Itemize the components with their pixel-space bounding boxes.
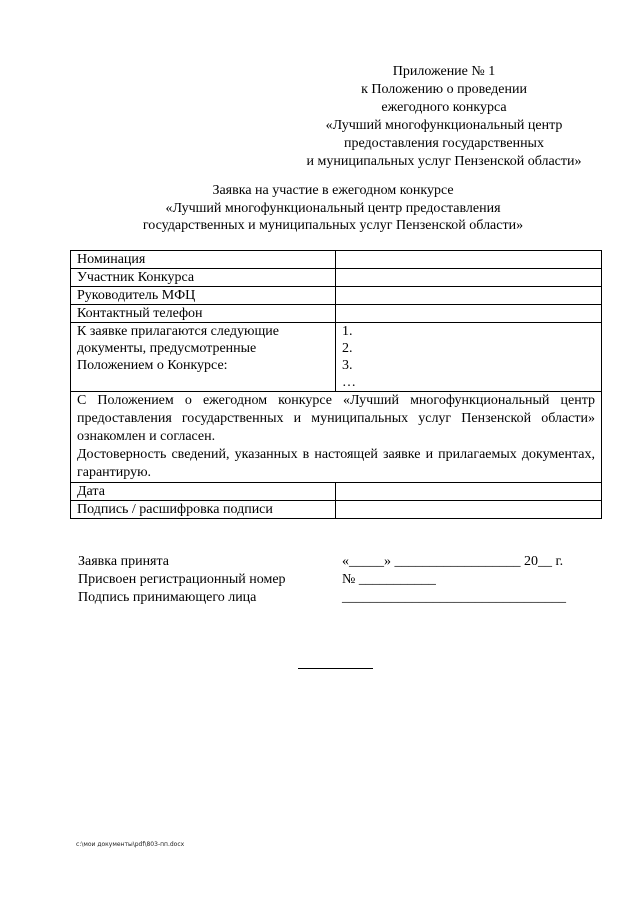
phone-label: Контактный телефон: [71, 305, 336, 323]
statement-agreement: С Положением о ежегодном конкурсе «Лучший многофункциональный центр предоставления государственных и муниципальных услуг Пензенской области» ознакомлен и согласен.: [77, 393, 595, 444]
appendix-line: ежегодного конкурса: [381, 100, 507, 115]
date-label: Дата: [71, 483, 336, 501]
file-path-footer: c:\мои документы\pdf\803-пп.docx: [76, 841, 185, 848]
appendix-line: предоставления государственных: [344, 136, 544, 151]
documents-list[interactable]: [336, 323, 602, 392]
documents-item: …: [342, 375, 356, 390]
documents-item: 2.: [342, 341, 353, 356]
date-field[interactable]: [336, 483, 602, 501]
statement-cell: [71, 392, 602, 483]
title-line: государственных и муниципальных услуг Пензенской области»: [142, 218, 524, 233]
statement-guarantee: Достоверность сведений, указанных в настоящей заявке и прилагаемых документах, гарантирую.: [77, 447, 595, 480]
title-line: «Лучший многофункциональный центр предоставления: [165, 200, 501, 216]
application-form-table: [70, 250, 602, 519]
table-row: [71, 323, 602, 392]
signer-field[interactable]: ________________________________: [342, 590, 566, 605]
phone-field[interactable]: [336, 305, 602, 323]
acceptance-row: [78, 589, 598, 607]
table-row: [71, 305, 602, 323]
appendix-header: [286, 63, 602, 171]
document-title: [118, 182, 548, 235]
signature-label: Подпись / расшифровка подписи: [71, 501, 336, 519]
table-row: [71, 501, 602, 519]
closing-divider: [298, 668, 373, 669]
acceptance-row: [78, 571, 598, 589]
documents-label: К заявке прилагаются следующие документы, предусмотренные Положением о Конкурсе:: [71, 323, 336, 392]
appendix-line: «Лучший многофункциональный центр: [325, 118, 563, 133]
documents-item: 1.: [342, 324, 353, 339]
signature-field[interactable]: [336, 501, 602, 519]
head-label: Руководитель МФЦ: [71, 287, 336, 305]
signer-label: Подпись принимающего лица: [78, 590, 257, 605]
title-line: Заявка на участие в ежегодном конкурсе: [212, 183, 454, 198]
participant-label: Участник Конкурса: [71, 269, 336, 287]
accepted-date-field[interactable]: «_____» __________________ 20__ г.: [342, 554, 564, 569]
table-row: [71, 269, 602, 287]
appendix-line: к Положению о проведении: [361, 82, 527, 97]
nomination-field[interactable]: [336, 251, 602, 269]
accepted-label: Заявка принята: [78, 554, 169, 569]
documents-item: 3.: [342, 358, 353, 373]
appendix-line: Приложение № 1: [392, 64, 496, 79]
table-row: [71, 287, 602, 305]
nomination-label: Номинация: [71, 251, 336, 269]
acceptance-block: [78, 553, 598, 607]
table-row: [71, 483, 602, 501]
participant-field[interactable]: [336, 269, 602, 287]
table-row: [71, 251, 602, 269]
appendix-line: и муниципальных услуг Пензенской области»: [306, 154, 582, 169]
acceptance-row: [78, 553, 598, 571]
head-field[interactable]: [336, 287, 602, 305]
table-row: [71, 392, 602, 483]
reg-number-label: Присвоен регистрационный номер: [78, 572, 286, 587]
reg-number-field[interactable]: № ___________: [342, 572, 436, 587]
